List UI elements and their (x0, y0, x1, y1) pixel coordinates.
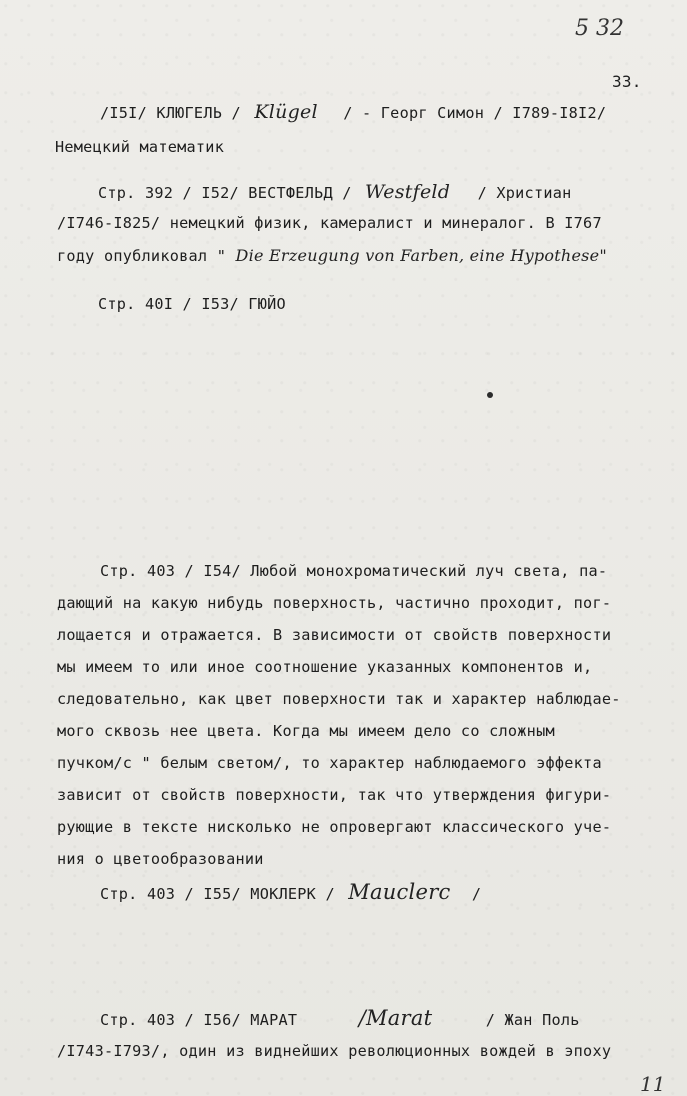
entry-155-handwritten-name: Mauclerc (348, 880, 451, 904)
entry-154-line-9: рующие в тексте нисколько не опровергают классического уче- (57, 818, 612, 836)
entry-156-text-after: / Жан Поль (485, 1011, 580, 1029)
entry-154-line-8: зависит от свойств поверхности, так что утверждения фигури- (57, 786, 612, 804)
entry-151-handwritten-name: Klügel (254, 101, 318, 123)
entry-151-line-2: Немецкий математик (55, 138, 225, 156)
entry-154-line-3: лощается и отражается. В зависимости от свойств поверхности (57, 626, 612, 644)
entry-156-handwritten-name: /Marat (358, 1006, 433, 1030)
entry-153-line-1: Стр. 40I / I53/ ГЮЙО (98, 295, 286, 313)
entry-152-line-2: /I746-I825/ немецкий физик, камералист и минералог. В I767 (57, 214, 602, 232)
entry-152-text-after: / Христиан (477, 184, 572, 202)
entry-151-text-after: / - Георг Симон / I789-I8I2/ (343, 104, 607, 122)
entry-156-line-1 (100, 1008, 580, 1029)
entry-154-line-4: мы имеем то или иное соотношение указанных компонентов и, (57, 658, 593, 676)
entry-152-line-3 (57, 248, 607, 264)
entry-154-line-5: следовательно, как цвет поверхности так и характер наблюдае- (57, 690, 621, 708)
entry-156-line-2: /I743-I793/, один из виднейших революционных вождей в эпоху (57, 1042, 612, 1060)
entry-152-line-3-text: году опубликовал " (57, 247, 227, 265)
entry-154-line-6: мого сквозь нее цвета. Когда мы имеем дело со сложным (57, 722, 555, 740)
entry-152-handwritten-title: Die Erzeugung von Farben, eine Hypothese" (235, 246, 607, 265)
entry-151-line-1 (100, 103, 606, 122)
entry-154-line-2: дающий на какую нибудь поверхность, частично проходит, пог- (57, 594, 612, 612)
entry-156-text-before: Стр. 403 / I56/ МАРАТ (100, 1011, 298, 1029)
entry-154-line-10: ния о цветообразовании (57, 850, 264, 868)
entry-151-text-before: /I5I/ КЛЮГЕЛЬ / (100, 104, 241, 122)
entry-155-line-1 (100, 882, 481, 903)
archive-stamp-number: 5 32 (575, 16, 624, 41)
page-number: 33. (612, 72, 642, 91)
entry-152-line-1 (98, 183, 572, 202)
entry-152-handwritten-name: Westfeld (365, 181, 451, 203)
entry-155-text-after: / (471, 885, 482, 903)
entry-155-text-before: Стр. 403 / I55/ МОКЛЕРК / (100, 885, 335, 903)
entry-154-line-7: пучком/с " белым светом/, то характер наблюдаемого эффекта (57, 754, 602, 772)
corner-handwritten-mark: 11 (640, 1072, 666, 1096)
entry-154-line-1: Стр. 403 / I54/ Любой монохроматический луч света, па- (100, 562, 608, 580)
ink-dot (487, 392, 493, 398)
entry-152-text-before: Стр. 392 / I52/ ВЕСТФЕЛЬД / (98, 184, 352, 202)
